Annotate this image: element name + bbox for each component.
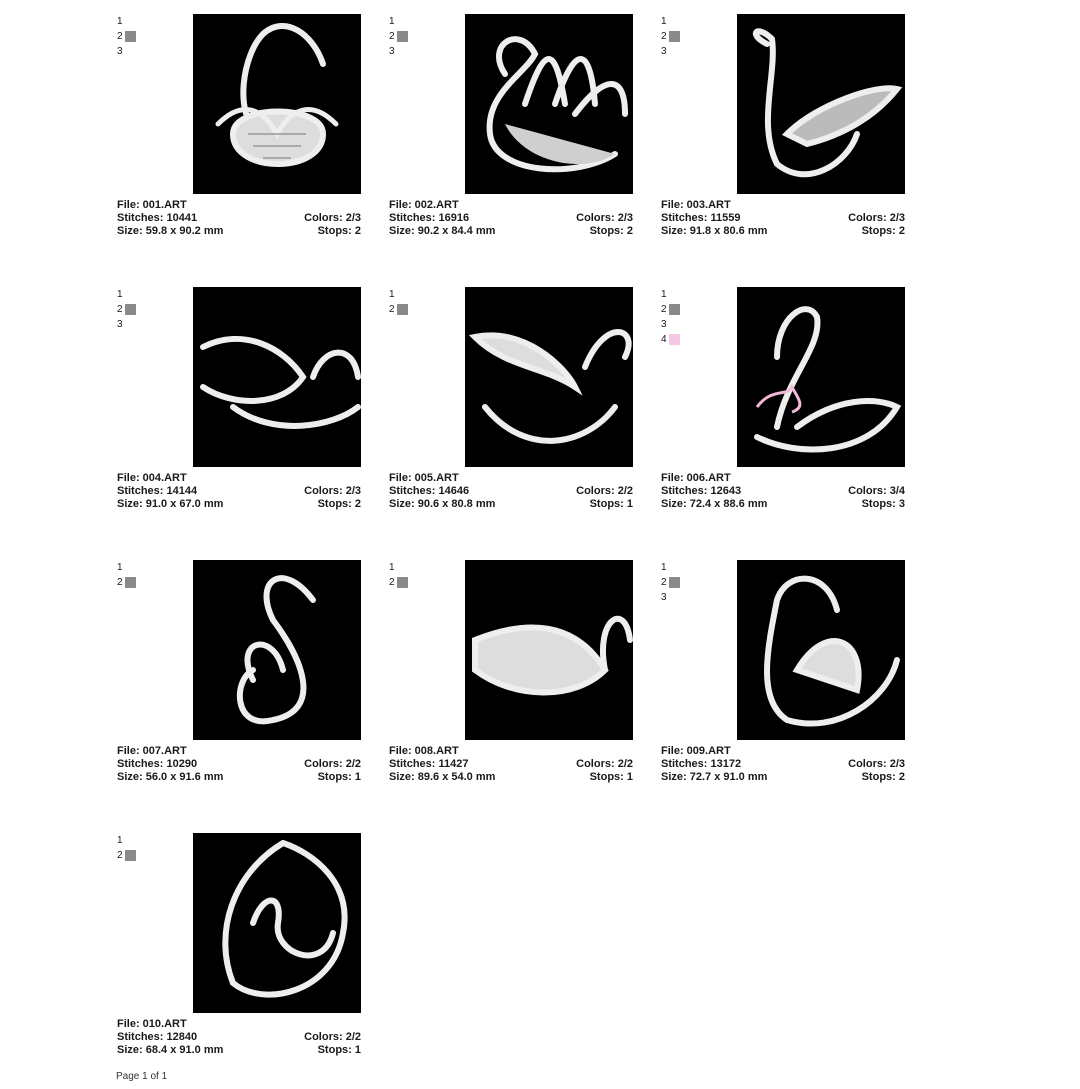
legend-row (117, 302, 147, 317)
color-count: Colors: 2/2 (576, 758, 633, 770)
design-thumbnail[interactable] (737, 14, 905, 194)
stop-count: Stops: 1 (317, 771, 361, 783)
color-legend (661, 287, 691, 347)
stitch-count: Stitches: 13172 (661, 758, 742, 770)
legend-row (661, 575, 691, 590)
color-count: Colors: 3/4 (848, 485, 905, 497)
design-size: Size: 72.4 x 88.6 mm (661, 498, 768, 510)
color-legend (661, 14, 691, 59)
stitch-count: Stitches: 12643 (661, 485, 742, 497)
legend-number: 1 (389, 561, 395, 573)
stitch-count: Stitches: 12840 (117, 1031, 198, 1043)
legend-number: 1 (117, 288, 123, 300)
color-legend (389, 560, 419, 590)
color-swatch (125, 850, 136, 861)
color-swatch (125, 304, 136, 315)
color-count: Colors: 2/3 (576, 212, 633, 224)
design-info (389, 472, 633, 511)
legend-row (117, 575, 147, 590)
legend-number: 2 (117, 303, 123, 315)
legend-number: 2 (389, 576, 395, 588)
design-card-002[interactable] (389, 14, 639, 254)
stop-count: Stops: 1 (589, 771, 633, 783)
legend-number: 3 (117, 318, 123, 330)
color-swatch (397, 577, 408, 588)
stop-count: Stops: 1 (317, 1044, 361, 1056)
legend-row (661, 317, 691, 332)
legend-number: 2 (661, 576, 667, 588)
color-count: Colors: 2/3 (304, 485, 361, 497)
legend-row (661, 560, 691, 575)
design-info (117, 745, 361, 784)
design-info (117, 1018, 361, 1057)
design-thumbnail[interactable] (193, 14, 361, 194)
design-card-004[interactable] (117, 287, 367, 527)
file-name: File: 005.ART (389, 472, 459, 484)
legend-row (389, 44, 419, 59)
design-info (117, 472, 361, 511)
design-thumbnail[interactable] (193, 287, 361, 467)
design-card-003[interactable] (661, 14, 911, 254)
design-thumbnail[interactable] (737, 560, 905, 740)
swan-embroidery-icon (193, 833, 361, 1013)
color-legend (389, 287, 419, 317)
legend-row (117, 560, 147, 575)
design-size: Size: 72.7 x 91.0 mm (661, 771, 768, 783)
design-info (389, 745, 633, 784)
file-name: File: 002.ART (389, 199, 459, 211)
swan-embroidery-icon (465, 14, 633, 194)
stitch-count: Stitches: 16916 (389, 212, 470, 224)
color-swatch (669, 31, 680, 42)
design-thumbnail[interactable] (465, 560, 633, 740)
design-size: Size: 56.0 x 91.6 mm (117, 771, 224, 783)
legend-number: 2 (389, 30, 395, 42)
color-legend (117, 560, 147, 590)
legend-number: 1 (661, 288, 667, 300)
design-card-008[interactable] (389, 560, 639, 800)
legend-number: 2 (117, 30, 123, 42)
legend-row (117, 29, 147, 44)
legend-number: 1 (389, 288, 395, 300)
file-name: File: 007.ART (117, 745, 187, 757)
legend-row (389, 287, 419, 302)
legend-number: 2 (661, 30, 667, 42)
legend-number: 3 (389, 45, 395, 57)
color-count: Colors: 2/3 (848, 758, 905, 770)
color-swatch (125, 31, 136, 42)
swan-embroidery-icon (737, 14, 905, 194)
design-size: Size: 91.0 x 67.0 mm (117, 498, 224, 510)
swan-embroidery-icon (465, 560, 633, 740)
color-count: Colors: 2/3 (848, 212, 905, 224)
legend-number: 4 (661, 333, 667, 345)
design-thumbnail[interactable] (465, 287, 633, 467)
legend-number: 2 (117, 576, 123, 588)
color-swatch (397, 304, 408, 315)
legend-row (389, 14, 419, 29)
design-size: Size: 89.6 x 54.0 mm (389, 771, 496, 783)
file-name: File: 003.ART (661, 199, 731, 211)
color-swatch (669, 334, 680, 345)
legend-number: 1 (117, 834, 123, 846)
legend-number: 3 (117, 45, 123, 57)
file-name: File: 010.ART (117, 1018, 187, 1030)
design-thumbnail[interactable] (193, 833, 361, 1013)
color-legend (389, 14, 419, 59)
color-count: Colors: 2/2 (304, 1031, 361, 1043)
legend-number: 1 (661, 15, 667, 27)
legend-number: 3 (661, 591, 667, 603)
stitch-count: Stitches: 14144 (117, 485, 198, 497)
swan-embroidery-icon (193, 560, 361, 740)
design-card-005[interactable] (389, 287, 639, 527)
design-size: Size: 90.2 x 84.4 mm (389, 225, 496, 237)
design-card-009[interactable] (661, 560, 911, 800)
stitch-count: Stitches: 11559 (661, 212, 741, 224)
legend-row (117, 44, 147, 59)
legend-row (117, 833, 147, 848)
legend-number: 1 (389, 15, 395, 27)
swan-embroidery-icon (737, 560, 905, 740)
legend-row (661, 287, 691, 302)
color-count: Colors: 2/2 (576, 485, 633, 497)
legend-row (389, 302, 419, 317)
design-info (661, 472, 905, 511)
page-number: Page 1 of 1 (116, 1071, 168, 1082)
legend-number: 1 (117, 15, 123, 27)
design-size: Size: 90.6 x 80.8 mm (389, 498, 496, 510)
design-size: Size: 68.4 x 91.0 mm (117, 1044, 224, 1056)
color-swatch (397, 31, 408, 42)
design-info (661, 745, 905, 784)
design-size: Size: 91.8 x 80.6 mm (661, 225, 768, 237)
legend-number: 2 (389, 303, 395, 315)
design-thumbnail[interactable] (465, 14, 633, 194)
color-legend (117, 14, 147, 59)
design-size: Size: 59.8 x 90.2 mm (117, 225, 224, 237)
legend-row (389, 560, 419, 575)
swan-embroidery-icon (193, 287, 361, 467)
design-info (389, 199, 633, 238)
color-swatch (669, 304, 680, 315)
legend-row (117, 287, 147, 302)
legend-row (661, 14, 691, 29)
design-card-001[interactable] (117, 14, 367, 254)
legend-row (117, 14, 147, 29)
swan-embroidery-icon (193, 14, 361, 194)
legend-number: 3 (661, 45, 667, 57)
swan-embroidery-icon (465, 287, 633, 467)
design-thumbnail[interactable] (737, 287, 905, 467)
legend-row (117, 317, 147, 332)
legend-row (661, 44, 691, 59)
color-legend (661, 560, 691, 605)
stop-count: Stops: 2 (861, 771, 905, 783)
legend-row (661, 302, 691, 317)
stitch-count: Stitches: 10290 (117, 758, 198, 770)
stop-count: Stops: 3 (861, 498, 905, 510)
color-swatch (669, 577, 680, 588)
design-info (661, 199, 905, 238)
legend-row (661, 590, 691, 605)
legend-number: 3 (661, 318, 667, 330)
legend-number: 1 (661, 561, 667, 573)
color-count: Colors: 2/3 (304, 212, 361, 224)
stop-count: Stops: 2 (317, 225, 361, 237)
legend-row (117, 848, 147, 863)
stitch-count: Stitches: 10441 (117, 212, 198, 224)
stitch-count: Stitches: 14646 (389, 485, 470, 497)
swan-embroidery-icon (737, 287, 905, 467)
file-name: File: 008.ART (389, 745, 459, 757)
legend-row (389, 29, 419, 44)
design-card-010[interactable] (117, 833, 367, 1073)
stop-count: Stops: 2 (861, 225, 905, 237)
legend-number: 2 (117, 849, 123, 861)
design-thumbnail[interactable] (193, 560, 361, 740)
legend-number: 2 (661, 303, 667, 315)
stop-count: Stops: 2 (317, 498, 361, 510)
color-count: Colors: 2/2 (304, 758, 361, 770)
design-card-007[interactable] (117, 560, 367, 800)
design-card-006[interactable] (661, 287, 911, 527)
design-info (117, 199, 361, 238)
legend-row (661, 29, 691, 44)
file-name: File: 009.ART (661, 745, 731, 757)
color-swatch (125, 577, 136, 588)
legend-row (389, 575, 419, 590)
stitch-count: Stitches: 11427 (389, 758, 469, 770)
stop-count: Stops: 1 (589, 498, 633, 510)
color-legend (117, 287, 147, 332)
color-legend (117, 833, 147, 863)
legend-row (661, 332, 691, 347)
file-name: File: 006.ART (661, 472, 731, 484)
file-name: File: 004.ART (117, 472, 187, 484)
legend-number: 1 (117, 561, 123, 573)
stop-count: Stops: 2 (589, 225, 633, 237)
file-name: File: 001.ART (117, 199, 187, 211)
